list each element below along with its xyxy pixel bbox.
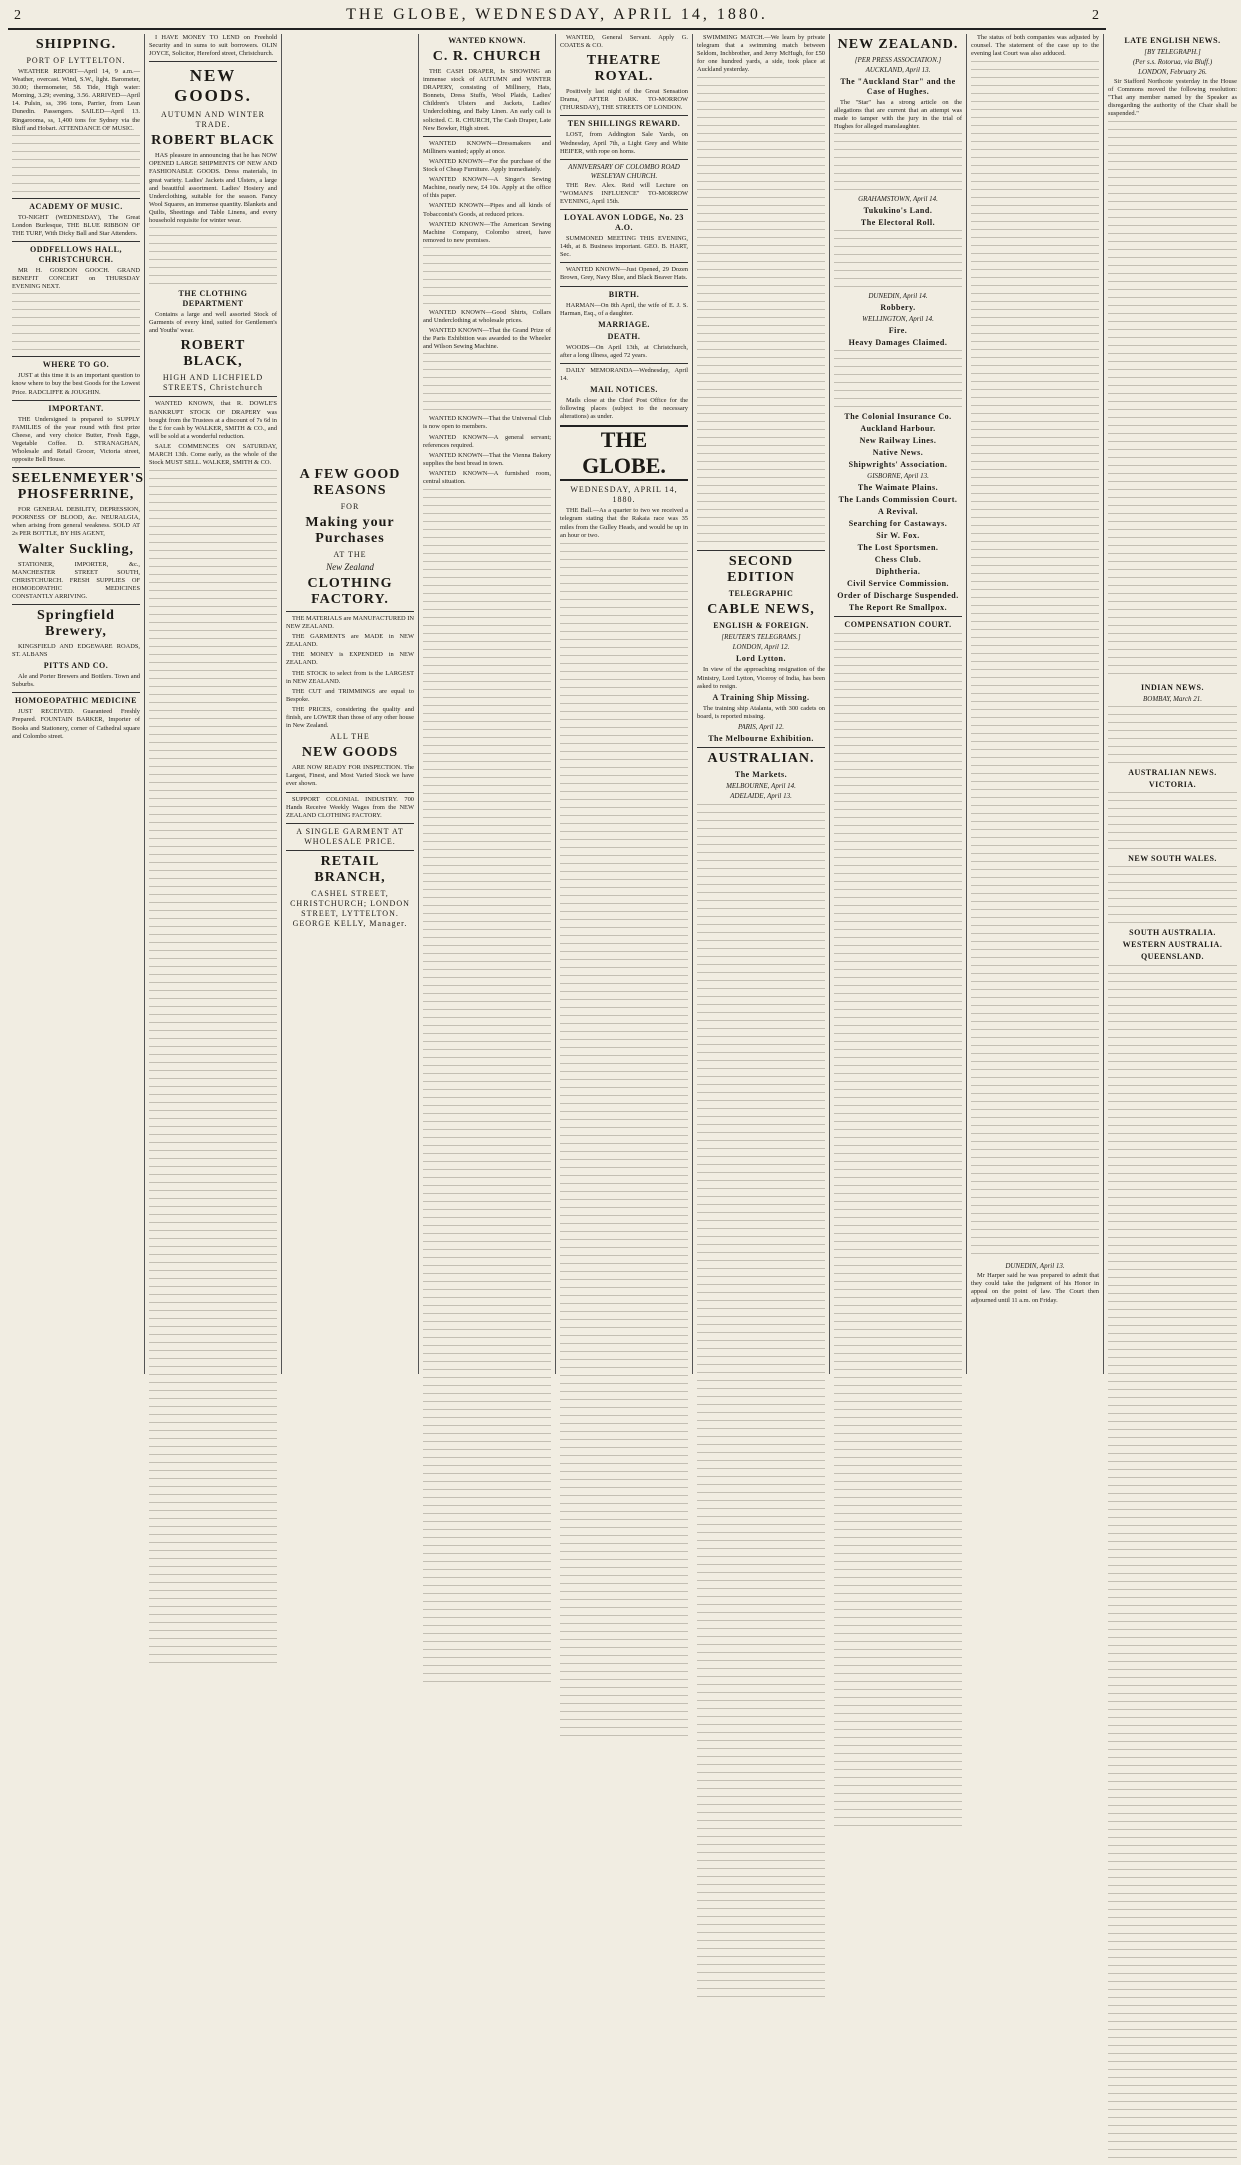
hats-ad: WANTED KNOWN—Just Opened, 29 Dozen Brown, Grey, Navy Blue, and Black Beaver Hats. — [560, 266, 688, 282]
wanted-6: WANTED KNOWN—Good Shirts, Collars and Underclothing at wholesale prices. — [423, 308, 551, 324]
shipwrights-heading: Shipwrights' Association. — [848, 460, 948, 470]
where-to-go-heading: WHERE TO GO. — [42, 360, 110, 370]
phosferrine-heading: SEELENMEYER'S PHOSFERRINE, — [12, 471, 145, 503]
column-7 — [830, 34, 967, 1374]
victoria-heading: VICTORIA. — [1148, 780, 1197, 790]
indian-filler — [1108, 706, 1237, 766]
reward-text: LOST, from Addington Sale Yards, on Wednesday, April 7th, a Light Grey and White HEIFER, with rope on horns. — [560, 131, 688, 155]
exhibition-heading: The Melbourne Exhibition. — [708, 733, 814, 743]
second-edition-heading: SECOND EDITION — [727, 554, 795, 586]
support-text: SUPPORT COLONIAL INDUSTRY. 700 Hands Receive Weekly Wages from the NEW ZEALAND CLOTHING FACTORY. — [286, 795, 414, 819]
marriage-heading: MARRIAGE. — [598, 319, 650, 329]
rule — [560, 159, 688, 160]
academy-heading: ACADEMY OF MUSIC. — [29, 201, 123, 211]
rule — [560, 209, 688, 210]
academy-text: TO-NIGHT (WEDNESDAY), The Great London Burlesque, THE BLUE RIBBON OF THE TURF, With Dicky Ball and Star Attenders. — [12, 213, 140, 237]
column-8-filler — [971, 61, 1099, 1261]
rule — [286, 792, 414, 793]
single-garment-text: A SINGLE GARMENT AT WHOLESALE PRICE. — [296, 826, 404, 846]
column-9-filler — [1108, 965, 1237, 2165]
nsw-filler — [1108, 866, 1237, 926]
columns — [8, 34, 1237, 1374]
reason-6: THE PRICES, considering the quality and finish, are LOWER than those of any other house in New Zealand. — [286, 705, 414, 730]
theatre-heading: THEATRE ROYAL. — [586, 53, 662, 85]
rule — [286, 823, 414, 824]
oddfellows-text: MR H. GORDON GOOCH. GRAND BENEFIT CONCERT on THURSDAY EVENING NEXT. — [12, 267, 140, 291]
masthead — [8, 6, 1106, 30]
auckland-star-heading: The "Auckland Star" and the Case of Hughes. — [840, 77, 956, 96]
wanted-1: WANTED KNOWN—Dressmakers and Milliners wanted; apply at once. — [423, 139, 551, 155]
new-goods-heading: NEW GOODS. — [174, 66, 252, 106]
rule — [12, 400, 140, 401]
rule — [423, 136, 551, 137]
lodge-text: SUMMONED MEETING THIS EVENING, 14th, at 8. Business important. GEO. B. HART, Sec. — [560, 235, 688, 259]
purchases-heading: Making your Purchases — [305, 515, 395, 546]
chess-heading: Chess Club. — [874, 555, 922, 565]
castaways-heading: Searching for Castaways. — [848, 519, 948, 529]
wanted-5: WANTED KNOWN—The American Sewing Machine Company, Colombo street, have removed to new premises. — [423, 220, 551, 244]
dowle-bankrupt-text: WANTED KNOWN, that R. DOWLE'S BANKRUPT STOCK OF DRAPERY was bought from the Trustees at a discount of 7s 6d in the £ for cash by WALKER, SMITH & CO., and will be sold at a wonderful reduction. — [149, 400, 277, 440]
wanted-4: WANTED KNOWN—Pipes and all kinds of Tobacconist's Goods, at reduced prices. — [423, 202, 551, 218]
rule — [286, 850, 414, 851]
revival-heading: A Revival. — [877, 507, 919, 517]
victoria-filler — [1108, 792, 1237, 852]
grahamstown-dateline: GRAHAMSTOWN, April 14. — [858, 195, 938, 204]
pitts-heading: PITTS AND CO. — [43, 661, 109, 671]
clothing-dept-text: Contains a large and well assorted Stock of Garments of every kind, suited for Gentlemen's and Youths' wear. — [149, 311, 277, 335]
reward-heading: TEN SHILLINGS REWARD. — [567, 119, 681, 129]
servant-ad: WANTED, General Servant. Apply G. COATES & CO. — [560, 34, 688, 50]
fire-heading: Fire. — [888, 326, 908, 336]
local-news-filler — [697, 77, 825, 547]
fox-heading: Sir W. Fox. — [876, 531, 920, 541]
auckland-dateline: AUCKLAND, April 13. — [865, 66, 931, 74]
rule — [12, 692, 140, 693]
electoral-heading: The Electoral Roll. — [860, 218, 936, 228]
wanted-10: WANTED KNOWN—That the Vienna Bakery supplies the best bread in town. — [423, 451, 551, 467]
wanted-9: WANTED KNOWN—A general servant; references required. — [423, 433, 551, 449]
nz-filler-3 — [834, 350, 962, 410]
homoeopathic-heading: HOMOEOPATHIC MEDICINE — [15, 696, 137, 706]
reason-4: THE STOCK to select from is the LARGEST in NEW ZEALAND. — [286, 669, 414, 685]
church-text: THE CASH DRAPER, Is SHOWING an immense stock of AUTUMN and WINTER DRAPERY, consisting of Millinery, Hats, Bonnets, Dress Stuffs, Wool Plaids, Ladies' Children's Ulsters and Jackets, Ladies' Underclothing, and Baby Linen. An early call is solicited. C. R. CHURCH, The Cash Draper, Late New Bowker, High street. — [423, 68, 551, 132]
nz-filler-2 — [834, 230, 962, 290]
robert-black-name: ROBERT BLACK — [151, 133, 275, 149]
rule — [149, 61, 277, 62]
new-zealand-heading: NEW ZEALAND. — [837, 37, 959, 52]
column-6 — [693, 34, 830, 1374]
rule — [834, 616, 962, 617]
robert-black-address: HIGH AND LICHFIELD STREETS, Christchurch — [162, 373, 264, 393]
colonial-insurance-heading: The Colonial Insurance Co. — [844, 412, 952, 422]
at-the-word: AT THE — [333, 550, 367, 559]
rule — [12, 604, 140, 605]
qld-heading: QUEENSLAND. — [1140, 952, 1205, 962]
civil-service-heading: Civil Service Commission. — [846, 579, 950, 589]
rule — [697, 550, 825, 551]
dunedin-dateline: DUNEDIN, April 14. — [868, 292, 928, 301]
shipping-text: WEATHER REPORT—April 14, 9 a.m.—Weather, overcast. Wind, S.W., light. Barometer, 30.00; thermometer, 58. Tide, High water: Morning, 3.29; evening, 3.56. ARRIVED—April 14. Pulsin, ss, 396 tons, Parrier, from Lean Dunedin. Passengers. SAILED—April 13. Ringarooma, ss, 1,400 tons for Sydney via the Bluff and Hobart. ATTENDANCE OF MUSIC. — [12, 68, 140, 132]
swimming-text: SWIMMING MATCH.—We learn by private telegram that a swimming match between Seldom, Inchbrother, and Jerry McHugh, for £50 for one hundred yards, a side, took place at Auckland yesterday. — [697, 34, 825, 74]
london-feb-dateline: LONDON, February 26. — [1138, 68, 1207, 76]
dunedin-dateline-2: DUNEDIN, April 13. — [1005, 1262, 1065, 1271]
homoeopathic-text: JUST RECEIVED. Guaranteed Freshly Prepared. FOUNTAIN BARKER, Importer of Books and Stationery, corner of Cathedral square and Colombo street. — [12, 708, 140, 740]
wanted-2: WANTED KNOWN—For the purchase of the Stock of Cheap Furniture. Apply immediately. — [423, 157, 551, 174]
robert-black-text: HAS pleasure in announcing that he has NOW OPENED LARGE SHIPMENTS OF NEW AND FASHIONABLE GOODS. Dress materials, in great variety. Ladies' Jackets and Ulsters, a large and beautiful assortment. Ladies' Hosiery and Underclothing, suitable for the season. Fancy Wool Squares, an immense quantity. Blankets and Quilts, Sheetings and Table Linens, and every household requisite for winter wear. — [149, 152, 277, 225]
wanted-7: WANTED KNOWN—That the Grand Prize of the Paris Exhibition was awarded to the Wheeler and Wilson Sewing Machine. — [423, 327, 551, 351]
all-the-word: ALL THE — [330, 732, 370, 742]
indian-news-heading: INDIAN NEWS. — [1141, 683, 1204, 693]
robbery-heading: Robbery. — [880, 303, 916, 313]
death-heading: DEATH. — [607, 331, 641, 341]
wanted-filler-2 — [423, 353, 551, 413]
column-5-filler — [560, 543, 688, 1743]
wellington-dateline: WELLINGTON, April 14. — [862, 315, 934, 324]
nz-filler-1 — [834, 133, 962, 193]
reason-1: THE MATERIALS are MANUFACTURED IN NEW ZEALAND. — [286, 615, 415, 631]
globe-dateline: WEDNESDAY, APRIL 14, 1880. — [570, 485, 678, 505]
training-ship-text: The training ship Atalanta, with 300 cadets on board, is reported missing. — [697, 704, 825, 720]
sportsmen-heading: The Lost Sportsmen. — [857, 543, 939, 553]
reason-5: THE CUT and TRIMMINGS are equal to Bespoke. — [286, 687, 414, 703]
clothing-factory-heading: CLOTHING FACTORY. — [307, 576, 393, 607]
court-closing-text: Mr Harper said he was prepared to admit that they could take the judgment of his Honor in appeal on the point of law. The Court then adjourned until 11 a.m. on Friday. — [971, 1272, 1099, 1304]
important-text: THE Undersigned is prepared to SUPPLY FAMILIES of the year round with first prize Cheese, and very choice Butter, Fresh Eggs, Vegetable Coffee. D. STRANAGHAN, Wholesale and Retail Grocer, Victoria street, opposite Bell House. — [12, 415, 140, 464]
wanted-3: WANTED KNOWN—A Singer's Sewing Machine, nearly new, £4 10s. Apply at the office of this paper. — [423, 176, 551, 200]
rotorua-sub: (Per s.s. Rotorua, via Bluff.) — [1132, 58, 1213, 66]
theatre-text: Positively last night of the Great Sensation Drama, AFTER DARK. TO-MORROW (THURSDAY), THE STREETS OF LONDON. — [560, 88, 688, 112]
lytton-text: In view of the approaching resignation of the Ministry, Lord Lytton, Viceroy of India, has been asked to resign. — [697, 666, 825, 690]
australian-news-heading: AUSTRALIAN NEWS. — [1128, 768, 1217, 778]
waimate-heading: The Waimate Plains. — [857, 483, 939, 493]
court-text: The status of both companies was adjusted by counsel. The statement of the case up to the evening last Court was also adduced. — [971, 34, 1099, 58]
column-3 — [282, 34, 419, 1374]
column-3-top-space — [286, 34, 414, 464]
wanted-11: WANTED KNOWN—A furnished room, central situation. — [423, 469, 551, 485]
rule — [12, 241, 140, 242]
nsw-heading: NEW SOUTH WALES. — [1128, 854, 1217, 864]
telegraphic-heading: TELEGRAPHIC — [728, 589, 794, 599]
important-heading: IMPORTANT. — [48, 403, 104, 413]
sa-heading: SOUTH AUSTRALIA. — [1129, 928, 1216, 938]
robert-black-filler — [149, 227, 277, 287]
phosferrine-text: FOR GENERAL DEBILITY, DEPRESSION, POORNESS OF BLOOD, &c. NEURALGIA, when arising from general weakness. SOLD AT 2s PER BOTTLE, BY HIS AGENT, — [12, 506, 140, 538]
gisborne-dateline: GISBORNE, April 13. — [867, 472, 929, 481]
wesleyan-heading: ANNIVERSARY OF COLOMBO ROAD WESLEYAN CHURCH. — [568, 162, 680, 180]
rule — [12, 467, 140, 468]
english-foreign-heading: ENGLISH & FOREIGN. — [713, 621, 809, 631]
autumn-sub: AUTUMN AND WINTER TRADE. — [161, 110, 265, 130]
reason-3: THE MONEY is EXPENDED in NEW ZEALAND. — [286, 651, 414, 667]
compensation-heading: COMPENSATION COURT. — [844, 620, 952, 630]
oddfellows-filler — [12, 293, 140, 353]
rule — [286, 611, 414, 612]
births-text: HARMAN—On 8th April, the wife of E. J. S. Harman, Esq., of a daughter. — [560, 301, 688, 317]
press-association-sub: [PER PRESS ASSOCIATION.] — [854, 56, 942, 64]
rule — [560, 286, 688, 287]
column-7-filler — [834, 633, 962, 1833]
sale-text: SALE COMMENCES ON SATURDAY, MARCH 13th. Come early, as the whole of the Stock MUST SELL. WALKER, SMITH & CO. — [149, 442, 277, 467]
lodge-heading: LOYAL AVON LODGE, No. 23 A.O. — [564, 213, 684, 233]
native-news-heading: Native News. — [872, 448, 924, 458]
page-number: 2 — [14, 8, 22, 23]
damages-heading: Heavy Damages Claimed. — [848, 338, 948, 348]
column-9 — [1104, 34, 1241, 1374]
column-1 — [8, 34, 145, 1374]
brewery-heading: Springfield Brewery, — [37, 608, 115, 639]
railway-heading: New Railway Lines. — [859, 436, 937, 446]
new-goods-2-heading: NEW GOODS — [301, 745, 399, 761]
training-ship-heading: A Training Ship Missing. — [712, 692, 810, 702]
northcote-text: Sir Stafford Northcote yesterday in the House of Commons moved the following resolution: "That any member named by the Speaker as disregarding the authority of the Chair shall be suspended." — [1108, 78, 1237, 118]
leader-text: THE Ball.—As a quarter to two we received a telegram stating that the Rakaia race was 35 miles from the Gulley Heads, and would be up in an hour or two. — [560, 507, 688, 539]
column-6-filler — [697, 804, 825, 2004]
rule — [560, 262, 688, 263]
rule — [12, 198, 140, 199]
globe-logo: THE GLOBE. — [560, 425, 688, 481]
discharge-heading: Order of Discharge Suspended. — [837, 591, 959, 601]
diphtheria-heading: Diphtheria. — [875, 567, 921, 577]
rule — [560, 363, 688, 364]
rule — [560, 115, 688, 116]
auckland-star-text: The "Star" has a strong article on the allegations that are current that an attempt was made to tamper with the jury in the trial of Hughes for alleged manslaughter. — [834, 99, 962, 131]
shipping-filler — [12, 135, 140, 195]
smallpox-heading: The Report Re Smallpox. — [848, 603, 948, 613]
london-dateline: LONDON, April 12. — [732, 643, 790, 652]
rule — [697, 747, 825, 748]
robert-black-firm: ROBERT BLACK, — [180, 338, 246, 370]
adelaide-dateline: ADELAIDE, April 13. — [730, 791, 792, 800]
harbour-heading: Auckland Harbour. — [860, 424, 936, 434]
newspaper-title: THE GLOBE, WEDNESDAY, APRIL 14, 1880. — [346, 6, 768, 23]
wesleyan-text: THE Rev. Alex. Reid will Lecture on "WOMAN'S INFLUENCE" TO-MORROW EVENING, April 15th. — [560, 181, 688, 205]
wanted-8: WANTED KNOWN—That the Universal Club is now open to members. — [423, 415, 551, 431]
reason-2: THE GARMENTS are MADE in NEW ZEALAND. — [286, 633, 414, 649]
melbourne-dateline: MELBOURNE, April 14. — [726, 781, 796, 790]
suckling-text: STATIONER, IMPORTER, &c., MANCHESTER STREET SOUTH, CHRISTCHURCH. FRESH SUPPLIES OF HOMOEOPATHIC MEDICINES CONSTANTLY ARRIVING. — [12, 560, 140, 600]
ready-text: ARE NOW READY FOR INSPECTION. The Largest, Finest, and Most Varied Stock we have ever shown. — [286, 764, 414, 788]
column-8 — [967, 34, 1104, 1374]
column-4 — [419, 34, 556, 1374]
lands-court-heading: The Lands Commission Court. — [838, 495, 958, 505]
wanted-filler-1 — [423, 247, 551, 307]
oddfellows-heading: ODDFELLOWS HALL, CHRISTCHURCH. — [29, 245, 122, 265]
english-news-filler — [1108, 121, 1237, 681]
mail-text: Mails close at the Chief Post Office for the following places (subject to the necessary alterations) as under. — [560, 397, 688, 421]
suckling-heading: Walter Suckling, — [17, 541, 135, 557]
paris-dateline: PARIS, April 12. — [737, 722, 785, 731]
retail-branch-address: CASHEL STREET, CHRISTCHURCH; LONDON STREET, LYTTELTON. GEORGE KELLY, Manager. — [290, 888, 410, 928]
column-4-filler — [423, 489, 551, 1689]
column-2-filler — [149, 470, 277, 1670]
wanted-known-heading: WANTED KNOWN. — [448, 36, 526, 45]
church-shop-name: C. R. CHURCH — [432, 49, 542, 64]
column-5 — [556, 34, 693, 1374]
tukukino-heading: Tukukino's Land. — [863, 206, 933, 216]
reuter-sub: [REUTER'S TELEGRAMS.] — [721, 633, 801, 642]
almanac-text: DAILY MEMORANDA—Wednesday, April 14. — [560, 366, 688, 382]
good-reasons-heading: A FEW GOOD REASONS — [299, 467, 401, 498]
for-word: FOR — [340, 502, 360, 511]
by-telegraph-sub: [BY TELEGRAPH.] — [1144, 48, 1201, 56]
brewery-text: KINGSFIELD AND EDGEWARE ROADS, ST. ALBANS — [12, 643, 140, 659]
money-lend-text: I HAVE MONEY TO LEND on Freehold Security and in sums to suit borrowers. OLIN JOYCE, Solicitor, Hereford street, Christchurch. — [149, 34, 277, 58]
clothing-dept-heading: THE CLOTHING DEPARTMENT — [178, 289, 248, 309]
page-number-right: 2 — [1092, 8, 1100, 23]
pitts-text: Ale and Porter Brewers and Bottlers. Town and Suburbs. — [12, 673, 140, 689]
rule — [149, 396, 277, 397]
australian-heading: AUSTRALIAN. — [707, 750, 815, 766]
shipping-sub: PORT OF LYTTELTON. — [26, 56, 126, 65]
bombay-dateline: BOMBAY, March 21. — [1143, 695, 1202, 704]
births-heading: BIRTH. — [608, 289, 640, 299]
column-2 — [145, 34, 282, 1374]
markets-heading: The Markets. — [734, 769, 788, 779]
where-to-go-text: JUST at this time it is an important question to know where to buy the best Goods for the Lowest Price. RADCLIFFE & JOUGHIN. — [12, 372, 140, 396]
new-zealand-deco: New Zealand — [326, 562, 374, 572]
wa-heading: WESTERN AUSTRALIA. — [1122, 940, 1223, 950]
retail-branch-heading: RETAIL BRANCH, — [314, 853, 386, 885]
death-text: WOODS—On April 13th, at Christchurch, after a long illness, aged 72 years. — [560, 343, 688, 359]
shipping-heading: SHIPPING. — [35, 37, 117, 52]
late-english-news-heading: LATE ENGLISH NEWS. — [1124, 36, 1221, 45]
cable-news-heading: CABLE NEWS, — [707, 602, 815, 618]
rule — [12, 356, 140, 357]
lytton-heading: Lord Lytton. — [735, 654, 786, 664]
mail-heading: MAIL NOTICES. — [590, 385, 658, 395]
